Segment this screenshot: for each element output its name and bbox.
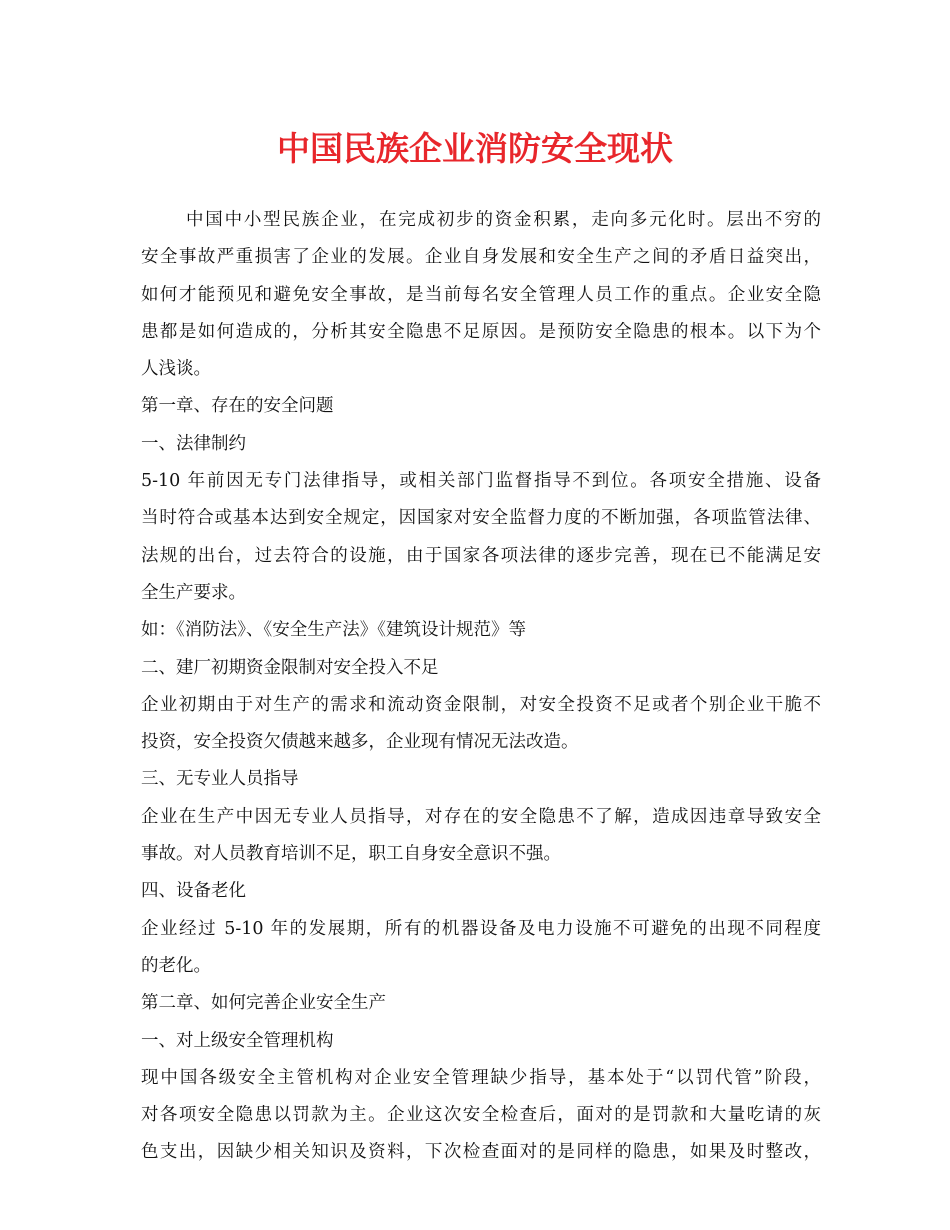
text-line: 三、无专业人员指导 [141,769,299,790]
text-line: 现中国各级安全主管机构对企业安全管理缺少指导，基本处于“以罚代管”阶段， [141,1067,821,1088]
text-line: 的老化。 [141,955,211,976]
document-body [141,202,821,1172]
text-line: 第一章、存在的安全问题 [141,396,334,417]
text-line: 投资，安全投资欠债越来越多，企业现有情况无法改造。 [141,732,579,753]
text-line: 患都是如何造成的，分析其安全隐患不足原因。是预防安全隐患的根本。以下为个 [141,321,821,342]
document-title: 中国民族企业消防安全现状 [277,129,673,168]
text-line: 一、法律制约 [141,433,246,454]
text-line: 5-10 年前因无专门法律指导，或相关部门监督指导不到位。各项安全措施、设备 [141,471,821,492]
text-line: 企业初期由于对生产的需求和流动资金限制，对安全投资不足或者个别企业干脆不 [141,694,821,715]
text-line: 当时符合或基本达到安全规定，因国家对安全监督力度的不断加强，各项监管法律、 [141,508,821,529]
text-line: 安全事故严重损害了企业的发展。企业自身发展和安全生产之间的矛盾日益突出， [141,247,821,268]
text-line: 如：《消防法》、《安全生产法》《建筑设计规范》等 [141,620,526,641]
text-line: 中国中小型民族企业，在完成初步的资金积累，走向多元化时。层出不穷的 [186,210,821,230]
text-line: 二、建厂初期资金限制对安全投入不足 [141,657,439,678]
text-line: 人浅谈。 [141,359,211,380]
text-line: 一、对上级安全管理机构 [141,1030,334,1051]
text-line: 法规的出台，过去符合的设施，由于国家各项法律的逐步完善，现在已不能满足安 [141,545,821,566]
text-line: 色支出，因缺少相关知识及资料，下次检查面对的是同样的隐患，如果及时整改， [141,1142,821,1163]
text-line: 全生产要求。 [141,582,246,603]
text-line: 企业在生产中因无专业人员指导，对存在的安全隐患不了解，造成因违章导致安全 [141,806,821,827]
text-line: 企业经过 5-10 年的发展期，所有的机器设备及电力设施不可避免的出现不同程度 [141,918,821,939]
text-line: 事故。对人员教育培训不足，职工自身安全意识不强。 [141,844,561,865]
text-line: 第二章、如何完善企业安全生产 [141,993,386,1014]
text-line: 对各项安全隐患以罚款为主。企业这次安全检查后，面对的是罚款和大量吃请的灰 [141,1105,821,1126]
text-line: 四、设备老化 [141,881,246,902]
text-line: 如何才能预见和避免安全事故，是当前每名安全管理人员工作的重点。企业安全隐 [141,284,821,305]
